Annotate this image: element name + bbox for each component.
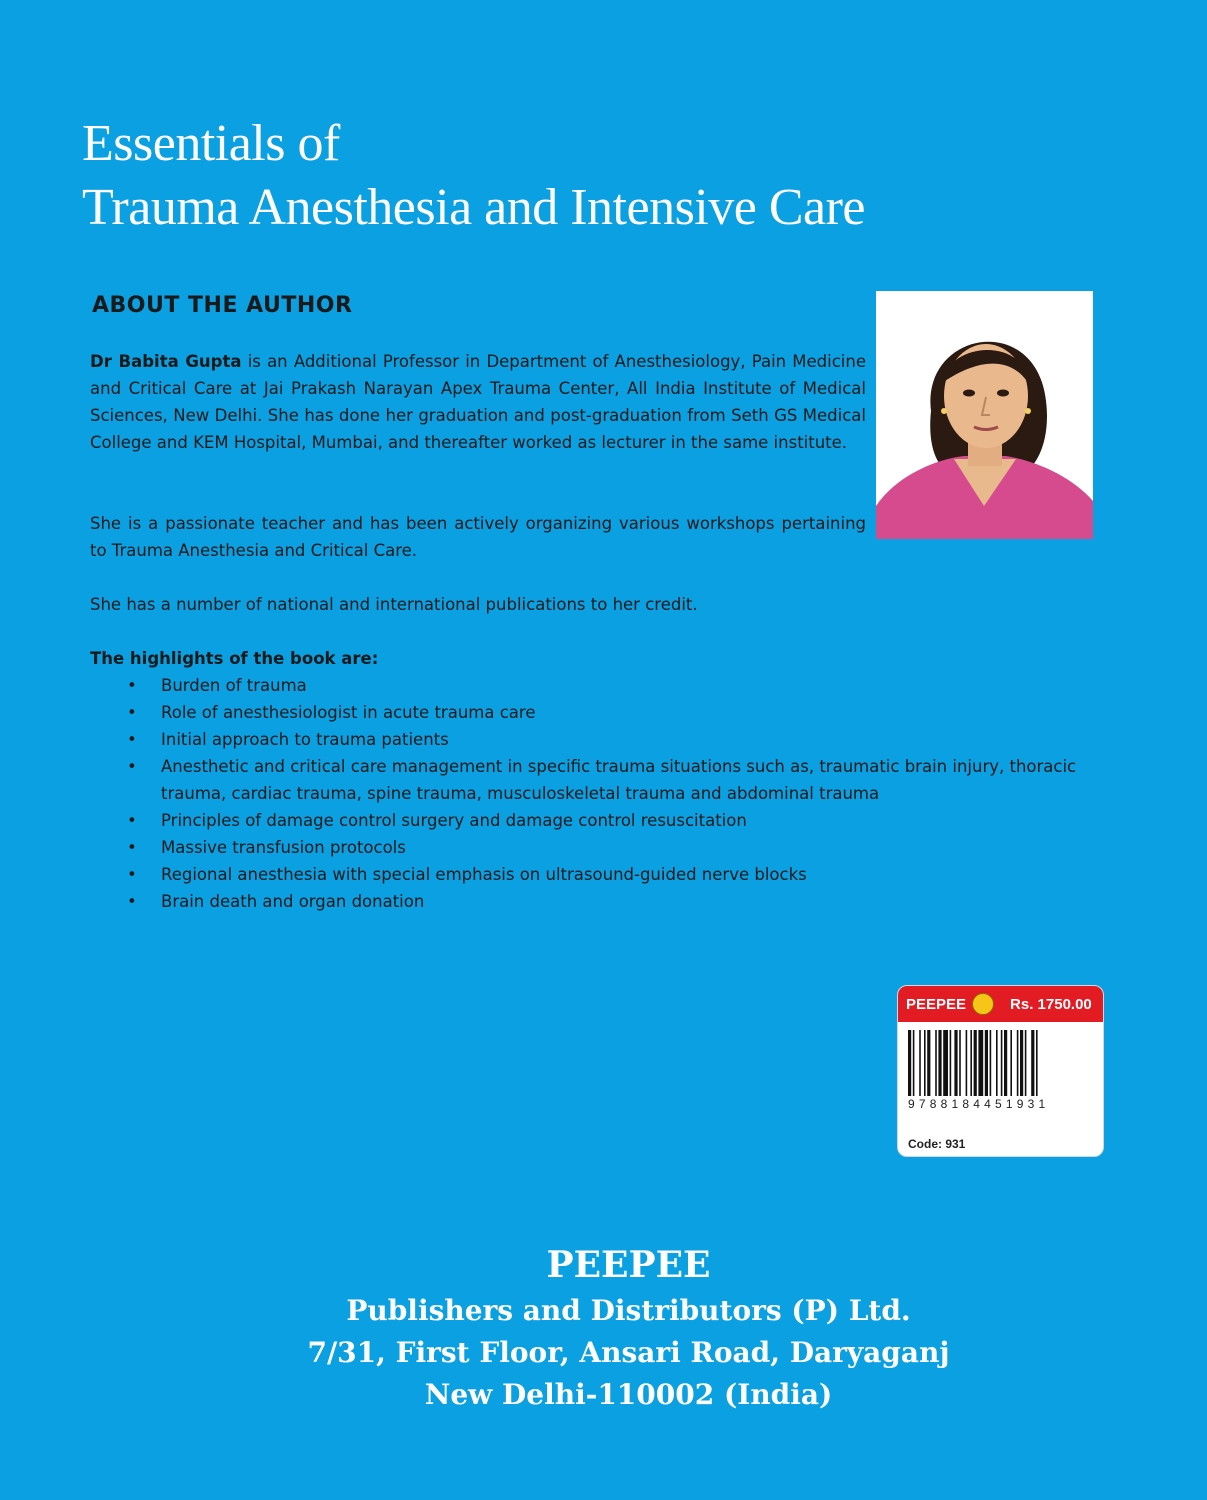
- barcode-bar: [1004, 1030, 1007, 1096]
- publisher-logo-icon: [972, 993, 994, 1015]
- list-item-text: Initial approach to trauma patients: [161, 730, 449, 749]
- barcode-bar: [990, 1030, 992, 1096]
- highlights-heading: The highlights of the book are:: [90, 649, 379, 668]
- book-title-line2: Trauma Anesthesia and Intensive Care: [82, 179, 865, 236]
- list-item-text: Role of anesthesiologist in acute trauma care: [161, 703, 536, 722]
- author-bio-text: is an Additional Professor in Department of Anesthesiology, Pain Medicine and Critical Care at Jai Prakash Narayan Apex Trauma Center, All India Institute of Medical Sciences, New Delhi. She has done her graduation and post-graduation from Seth GS Medical College and KEM Hospital, Mumbai, and thereafter worked as lecturer in the same institute.: [90, 352, 867, 452]
- list-item: [90, 672, 1120, 699]
- list-item-text: Brain death and organ donation: [161, 892, 425, 911]
- barcode-bar: [974, 1030, 977, 1096]
- isbn-number: 9788184451931: [908, 1097, 1050, 1111]
- barcode-bar: [1031, 1030, 1034, 1096]
- barcode-bar: [966, 1030, 968, 1096]
- barcode-bar: [908, 1030, 911, 1096]
- about-author-heading: ABOUT THE AUTHOR: [92, 293, 353, 318]
- barcode-icon: [908, 1030, 1094, 1096]
- barcode-bar: [959, 1030, 961, 1096]
- list-item: [90, 699, 1120, 726]
- list-item: [90, 888, 1120, 915]
- publisher-city-line: New Delhi-110002 (India): [424, 1378, 833, 1411]
- barcode-bar: [985, 1030, 988, 1096]
- book-title: [82, 112, 982, 240]
- bullet-icon: •: [127, 838, 137, 857]
- bullet-icon: •: [127, 757, 137, 776]
- barcode-bar: [954, 1030, 957, 1096]
- barcode-bar: [943, 1030, 948, 1096]
- publisher-line1: Publishers and Distributors (P) Ltd.: [346, 1294, 911, 1327]
- barcode-bar: [978, 1030, 983, 1096]
- author-teaching-paragraph: She is a passionate teacher and has been actively organizing various workshops pertaining to Trauma Anesthesia and Critical Care.: [90, 514, 866, 560]
- list-item: [90, 807, 1120, 834]
- highlights-list: [90, 672, 1120, 915]
- list-item-text: Massive transfusion protocols: [161, 838, 406, 857]
- author-publications-paragraph: She has a number of national and international publications to her credit.: [90, 595, 698, 614]
- list-item-text: Principles of damage control surgery and damage control resuscitation: [161, 811, 747, 830]
- author-bio-paragraph: [90, 348, 866, 456]
- list-item: [90, 861, 1120, 888]
- barcode-bar: [996, 1030, 998, 1096]
- price-bar: [898, 986, 1103, 1022]
- barcode-bar: [1036, 1030, 1038, 1096]
- barcode-bar: [938, 1030, 941, 1096]
- list-item-text: Burden of trauma: [161, 676, 307, 695]
- publisher-name: PEEPEE: [546, 1244, 711, 1286]
- publisher-block: [0, 1240, 1207, 1416]
- barcode-bar: [927, 1030, 930, 1096]
- bullet-icon: •: [127, 892, 137, 911]
- bullet-icon: •: [127, 730, 137, 749]
- barcode-bar: [970, 1030, 972, 1096]
- price-label: Rs. 1750.00: [1010, 995, 1092, 1013]
- author-photo: [876, 291, 1093, 539]
- price-brand: PEEPEE: [906, 995, 967, 1013]
- author-photo-illustration: [876, 291, 1093, 539]
- barcode-bar: [1017, 1030, 1019, 1096]
- barcode-bar: [1001, 1030, 1003, 1096]
- barcode-bar: [913, 1030, 915, 1096]
- barcode-bar: [924, 1030, 926, 1096]
- list-item-text: Regional anesthesia with special emphasis on ultrasound-guided nerve blocks: [161, 865, 807, 884]
- barcode-bar: [919, 1030, 921, 1096]
- list-item: [90, 726, 1120, 753]
- author-name: Dr Babita Gupta: [90, 352, 242, 371]
- barcode-bar: [935, 1030, 937, 1096]
- price-sticker: [897, 985, 1104, 1157]
- bullet-icon: •: [127, 703, 137, 722]
- barcode-bar: [950, 1030, 952, 1096]
- product-code: Code: 931: [908, 1137, 966, 1151]
- bullet-icon: •: [127, 676, 137, 695]
- barcode-bar: [1010, 1030, 1012, 1096]
- barcode-bar: [1020, 1030, 1023, 1096]
- barcode-bar: [1025, 1030, 1027, 1096]
- list-item-text: Anesthetic and critical care management in specific trauma situations such as, traumatic brain injury, thoracic trauma, cardiac trauma, spine trauma, musculoskeletal trauma and abdominal trauma: [161, 757, 1077, 803]
- bullet-icon: •: [127, 811, 137, 830]
- list-item: [90, 753, 1120, 807]
- bullet-icon: •: [127, 865, 137, 884]
- publisher-address-line: 7/31, First Floor, Ansari Road, Daryaganj: [307, 1336, 950, 1369]
- book-title-line1: Essentials of: [82, 115, 340, 172]
- list-item: [90, 834, 1120, 861]
